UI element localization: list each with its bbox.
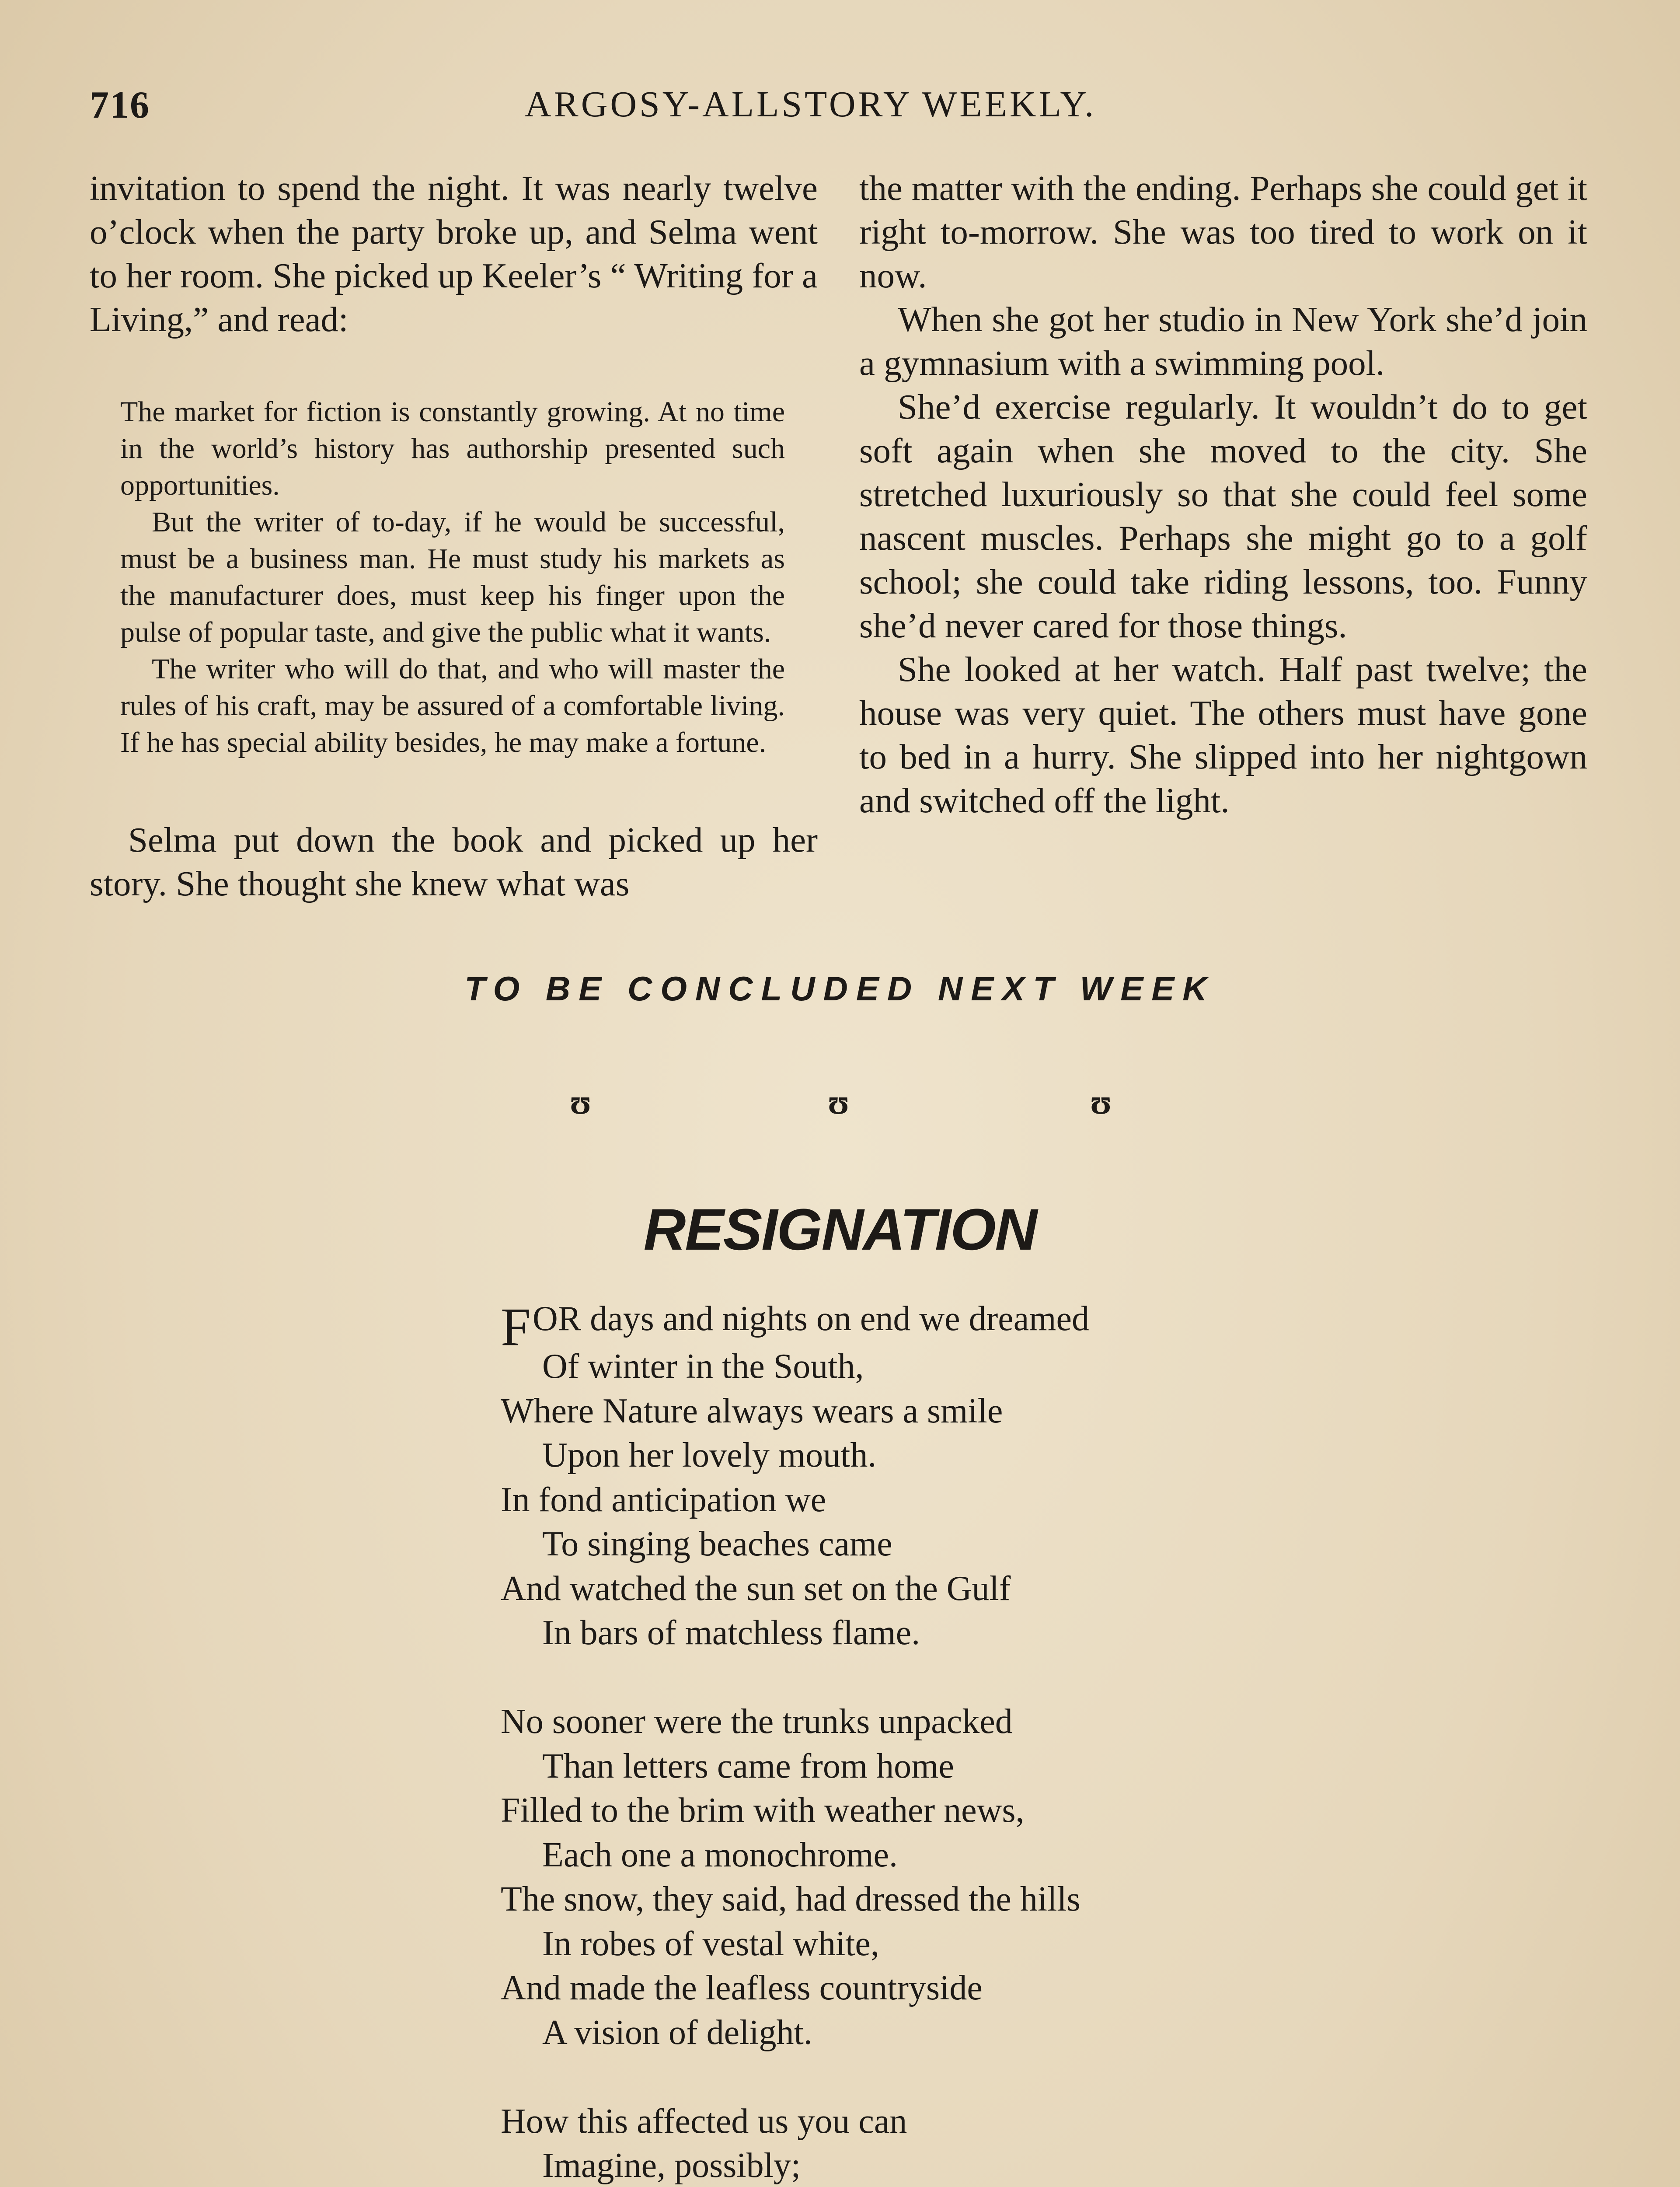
drop-cap: F <box>501 1297 531 1357</box>
poem-line: In fond anticipation we <box>501 1480 826 1519</box>
extract-paragraph: But the writer of to-day, if he would be successful, must be a business man. He must study his markets as the manufacturer does, must keep his finger upon the pulse of popular taste, and give the public what it wants. <box>120 506 785 648</box>
story-paragraph: invitation to spend the night. It was nearly twelve o’clock when the party broke up, and Selma went to her room. She picked up Keeler’s “ Writing for a Living,” and read: <box>90 168 818 339</box>
story-paragraph: the matter with the ending. Perhaps she could get it right to-morrow. She was too tired to work on it now. <box>859 168 1587 295</box>
book-extract <box>120 394 785 761</box>
poem-line: Where Nature always wears a smile <box>501 1391 1003 1430</box>
ornament-icon: ʊ <box>570 1083 592 1121</box>
poem-line: To singing beaches came <box>542 1525 892 1563</box>
poem-line: Each one a monochrome. <box>542 1835 898 1874</box>
poem-line: In robes of vestal white, <box>542 1924 879 1963</box>
poem-line: Than letters came from home <box>542 1747 954 1785</box>
poem-line-text: OR days and nights on end we dreamed <box>532 1300 1090 1338</box>
ornament-icon: ʊ <box>1090 1083 1112 1121</box>
poem-line: How this affected us you can <box>501 2102 907 2141</box>
poem-line: And watched the sun set on the Gulf <box>501 1569 1011 1608</box>
poem-line <box>501 1297 1375 1357</box>
right-column <box>859 166 1587 822</box>
poem-line: Upon her lovely mouth. <box>542 1436 877 1474</box>
extract-paragraph: The writer who will do that, and who will master the rules of his craft, may be assured of a comfortable living. If he has special ability besides, he may make a fortune. <box>120 653 785 758</box>
story-paragraph: Selma put down the book and picked up her story. She thought she knew what was <box>90 820 818 903</box>
to-be-concluded-banner: TO BE CONCLUDED NEXT WEEK <box>464 969 1216 1008</box>
ornament-icon: ʊ <box>828 1083 850 1121</box>
poem-title: RESIGNATION <box>643 1197 1037 1262</box>
poem-stanza <box>501 1297 1375 1656</box>
story-paragraph: She’d exercise regularly. It wouldn’t do to get soft again when she moved to the city. She stretched luxuriously so that she could feel some nascent muscles. Perhaps she might go to a golf school; she could take riding lessons, too. Funny she’d never cared for those things. <box>859 387 1587 645</box>
page-number: 716 <box>90 84 150 126</box>
poem-stanza <box>501 1700 1375 2055</box>
poem-line: A vision of delight. <box>542 2013 812 2052</box>
left-column <box>90 166 818 905</box>
extract-paragraph: The market for fiction is constantly growing. At no time in the world’s history has authorship presented such opportunities. <box>120 396 785 501</box>
poem-line: And made the leafless countryside <box>501 1969 983 2007</box>
poem-line: Of winter in the South, <box>542 1347 864 1386</box>
poem-line: Filled to the brim with weather news, <box>501 1791 1025 1830</box>
running-header: ARGOSY-ALLSTORY WEEKLY. <box>525 84 1097 125</box>
poem-line: Imagine, possibly; <box>542 2146 801 2185</box>
poem-line: No sooner were the trunks unpacked <box>501 1702 1013 1741</box>
poem-stanza <box>501 2100 1375 2187</box>
poem-line: The snow, they said, had dressed the hills <box>501 1880 1080 1918</box>
poem-body <box>501 1297 1375 2187</box>
poem-line: In bars of matchless flame. <box>542 1614 920 1652</box>
story-paragraph: She looked at her watch. Half past twelve; the house was very quiet. The others must have gone to bed in a hurry. She slipped into her nightgown and switched off the light. <box>859 650 1587 820</box>
story-paragraph: When she got her studio in New York she’d join a gymnasium with a swimming pool. <box>859 300 1587 383</box>
